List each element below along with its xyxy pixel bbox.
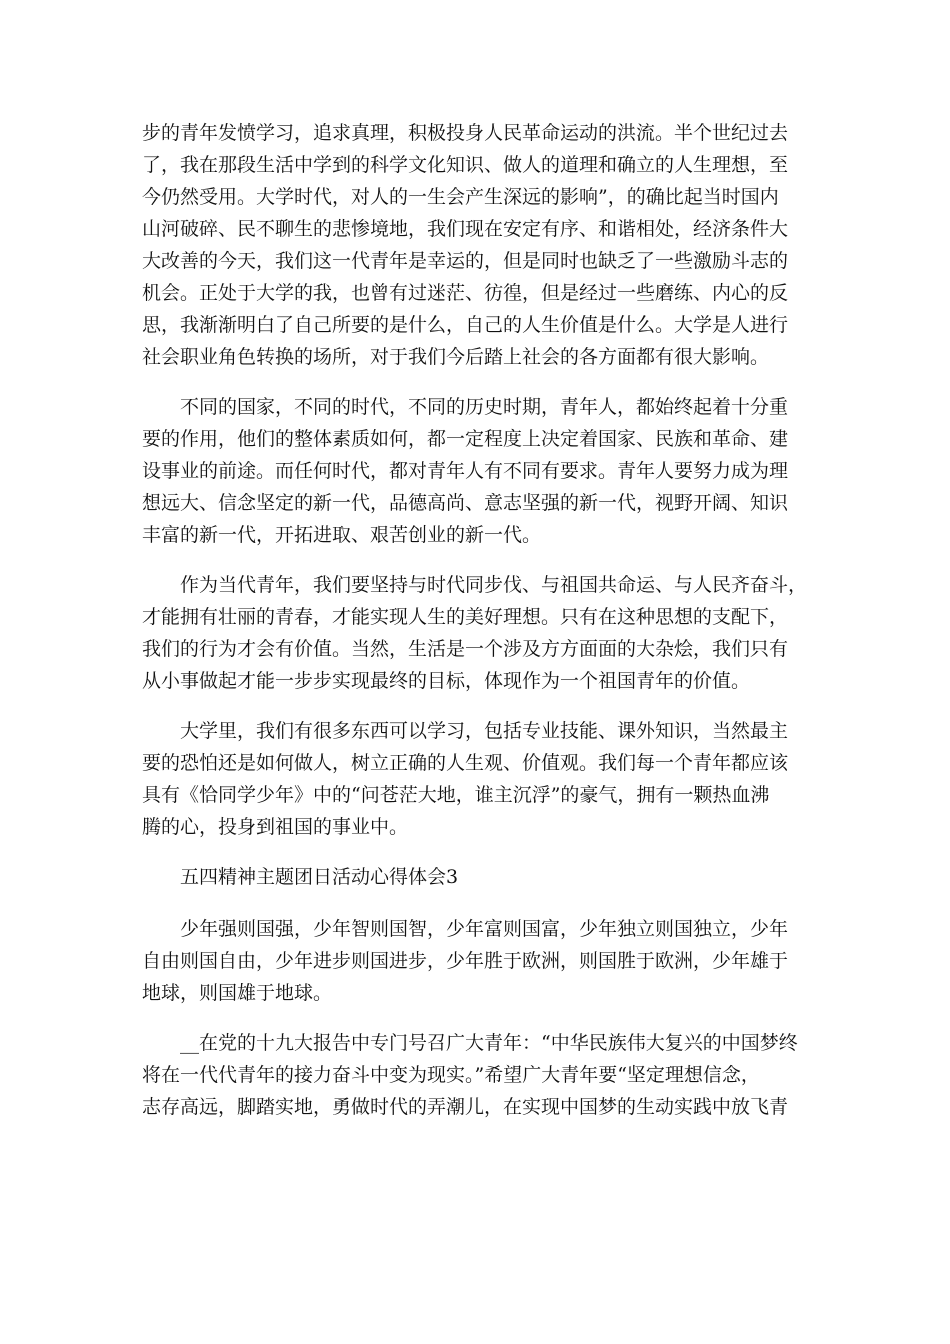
section-heading — [142, 861, 810, 893]
text-line: 社会职业角色转换的场所，对于我们今后踏上社会的各方面都有很大影响。 — [142, 346, 770, 368]
text-line: 了，我在那段生活中学到的科学文化知识、做人的道理和确立的人生理想，至 — [142, 154, 789, 176]
text-line: 腾的心，投身到祖国的事业中。 — [142, 816, 409, 838]
document-body — [142, 117, 810, 1141]
text-line: 思，我渐渐明白了自己所要的是什么，自己的人生价值是什么。大学是人进行 — [142, 314, 789, 336]
text-line: 我们的行为才会有价值。当然，生活是一个涉及方方面面的大杂烩，我们只有 — [142, 638, 789, 660]
text-line: 要的作用，他们的整体素质如何，都一定程度上决定着国家、民族和革命、建 — [142, 428, 789, 450]
text-line: __在党的十九大报告中专门号召广大青年：“中华民族伟大复兴的中国梦终 — [180, 1032, 798, 1054]
text-line: 将在一代代青年的接力奋斗中变为现实。”希望广大青年要“坚定理想信念， — [142, 1064, 760, 1086]
paragraph-party-report — [142, 1027, 810, 1123]
text-line: 丰富的新一代，开拓进取、艰苦创业的新一代。 — [142, 524, 542, 546]
text-line: 志存高远，脚踏实地，勇做时代的弄潮儿，在实现中国梦的生动实践中放飞青 — [142, 1096, 789, 1118]
text-line: 地球，则国雄于地球。 — [142, 982, 333, 1004]
text-line: 才能拥有壮丽的青春，才能实现人生的美好理想。只有在这种思想的支配下， — [142, 606, 789, 628]
paragraph-contemporary-youth — [142, 569, 810, 697]
text-line: 不同的国家，不同的时代，不同的历史时期，青年人，都始终起着十分重 — [180, 396, 789, 418]
text-line: 设事业的前途。而任何时代，都对青年人有不同有要求。青年人要努力成为理 — [142, 460, 789, 482]
text-line: 要的恐怕还是如何做人，树立正确的人生观、价值观。我们每一个青年都应该 — [142, 752, 789, 774]
text-line: 自由则国自由，少年进步则国进步，少年胜于欧洲，则国胜于欧洲，少年雄于 — [142, 950, 789, 972]
paragraph-continuation — [142, 117, 810, 373]
paragraph-young-china — [142, 913, 810, 1009]
text-line: 大改善的今天，我们这一代青年是幸运的，但是同时也缺乏了一些激励斗志的 — [142, 250, 789, 272]
heading-text: 五四精神主题团日活动心得体会3 — [180, 866, 459, 888]
paragraph-youth-role — [142, 391, 810, 551]
text-line: 大学里，我们有很多东西可以学习，包括专业技能、课外知识，当然最主 — [180, 720, 789, 742]
text-line: 步的青年发愤学习，追求真理，积极投身人民革命运动的洪流。半个世纪过去 — [142, 122, 789, 144]
paragraph-university — [142, 715, 810, 843]
text-line: 想远大、信念坚定的新一代，品德高尚、意志坚强的新一代，视野开阔、知识 — [142, 492, 789, 514]
text-line: 机会。正处于大学的我，也曾有过迷茫、彷徨，但是经过一些磨练、内心的反 — [142, 282, 789, 304]
text-line: 少年强则国强，少年智则国智，少年富则国富，少年独立则国独立，少年 — [180, 918, 789, 940]
text-line: 山河破碎、民不聊生的悲惨境地，我们现在安定有序、和谐相处，经济条件大 — [142, 218, 789, 240]
text-line: 今仍然受用。大学时代，对人的一生会产生深远的影响”，的确比起当时国内 — [142, 186, 779, 208]
text-line: 作为当代青年，我们要坚持与时代同步伐、与祖国共命运、与人民齐奋斗， — [180, 574, 808, 596]
text-line: 从小事做起才能一步步实现最终的目标，体现作为一个祖国青年的价值。 — [142, 670, 751, 692]
text-line: 具有《恰同学少年》中的“问苍茫大地，谁主沉浮”的豪气，拥有一颗热血沸 — [142, 784, 770, 806]
